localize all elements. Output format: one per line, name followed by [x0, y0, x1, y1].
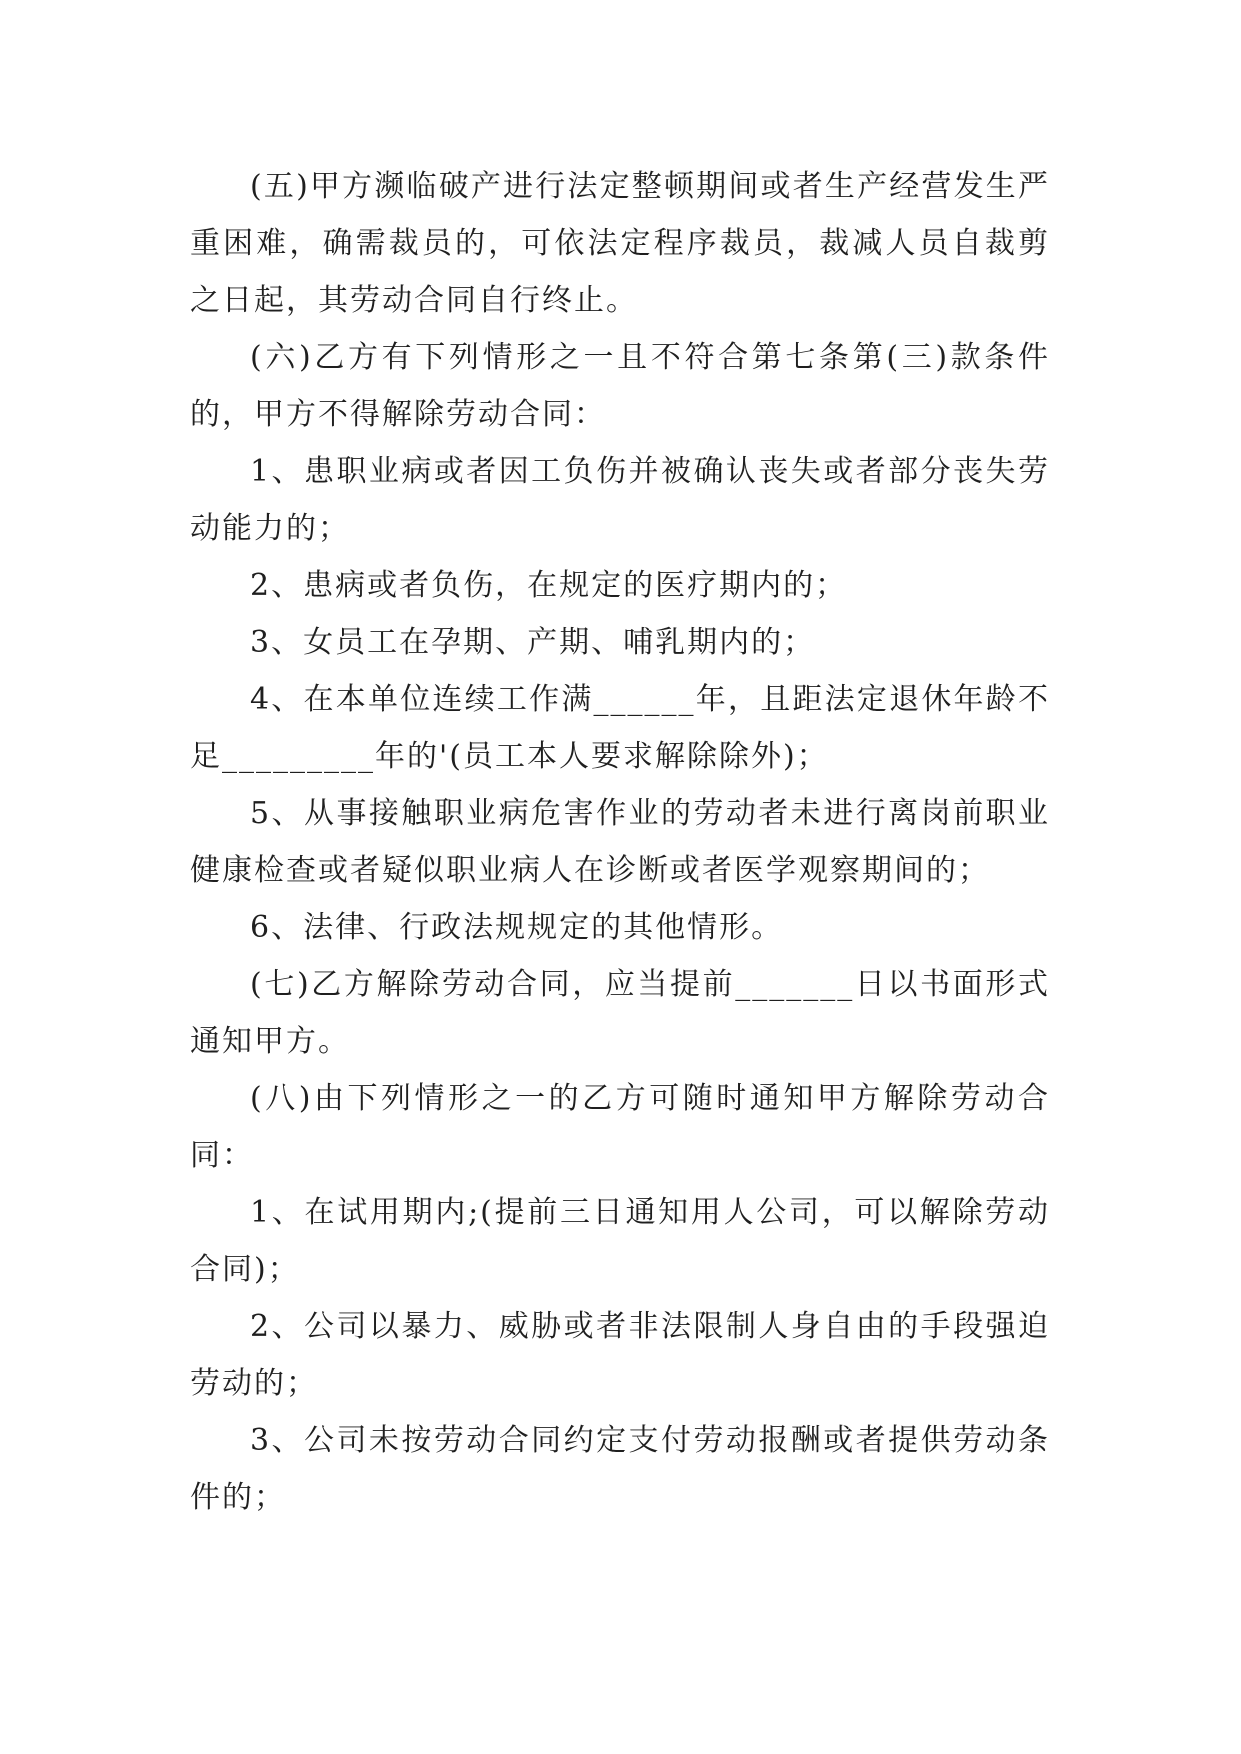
list-item-6-4: 4、在本单位连续工作满______年，且距法定退休年龄不足_________年的'(员工本人要求解除除外)； — [190, 682, 1050, 774]
list-item-8-1: 1、在试用期内;(提前三日通知用人公司，可以解除劳动合同)； — [190, 1195, 1050, 1287]
list-item-6-6: 6、法律、行政法规规定的其他情形。 — [250, 910, 784, 945]
document-body — [190, 158, 1050, 1526]
list-item-8-2: 2、公司以暴力、威胁或者非法限制人身自由的手段强迫劳动的； — [190, 1309, 1050, 1401]
paragraph-clause-6: (六)乙方有下列情形之一且不符合第七条第(三)款条件的，甲方不得解除劳动合同： — [190, 340, 1050, 432]
paragraph-clause-7: (七)乙方解除劳动合同，应当提前_______日以书面形式通知甲方。 — [190, 967, 1050, 1059]
list-item-6-1: 1、患职业病或者因工负伤并被确认丧失或者部分丧失劳动能力的； — [190, 454, 1050, 546]
list-item-8-3: 3、公司未按劳动合同约定支付劳动报酬或者提供劳动条件的； — [190, 1423, 1050, 1515]
paragraph-clause-8: (八)由下列情形之一的乙方可随时通知甲方解除劳动合同： — [190, 1081, 1050, 1173]
paragraph-clause-5: (五)甲方濒临破产进行法定整顿期间或者生产经营发生严重困难，确需裁员的，可依法定程序裁员，裁减人员自裁剪之日起，其劳动合同自行终止。 — [190, 169, 1050, 318]
list-item-6-5: 5、从事接触职业病危害作业的劳动者未进行离岗前职业健康检查或者疑似职业病人在诊断或者医学观察期间的； — [190, 796, 1050, 888]
list-item-6-2: 2、患病或者负伤，在规定的医疗期内的； — [250, 568, 848, 603]
list-item-6-3: 3、女员工在孕期、产期、哺乳期内的； — [250, 625, 816, 660]
